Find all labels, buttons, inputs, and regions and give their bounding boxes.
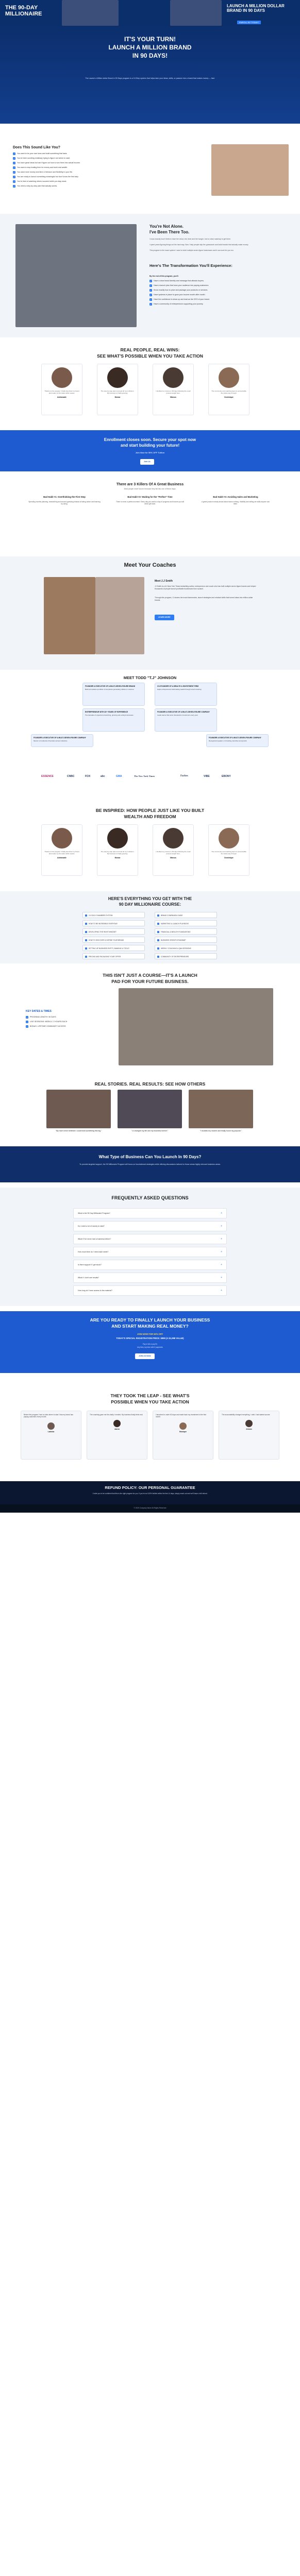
sounds-item: ✓ You want to stop trading time for money and build real wealth. [13, 166, 68, 169]
avatar [107, 828, 128, 849]
launchpad-title-2: PAD FOR YOUR FUTURE BUSINESS. [111, 979, 189, 984]
key-date: • PROGRAM LENGTH: 90 DAYS [26, 1016, 56, 1019]
transformation-item: ✓ Have a launch plan that turns your audience into paying customers. [149, 284, 209, 287]
highlight-card: FOUNDER & EXECUTIVE OF A MULTI-SEVEN-FIGURE COMPANY Mentor to hundreds of founders across industries. [31, 734, 93, 747]
stories-section [0, 1079, 300, 1139]
story-quote: "I doubled my income and finally found my purpose." [199, 1130, 242, 1132]
course-item: PRICING AND PACKAGING YOUR OFFER [82, 953, 145, 959]
plus-icon: + [221, 1225, 222, 1228]
sounds-title: Does This Sound Like You? [13, 146, 60, 149]
ready-offer: JOIN NOW FOR 50% OFF [137, 1333, 163, 1335]
calendar-icon: • [26, 1021, 28, 1023]
ready-title-1: ARE YOU READY TO FINALLY LAUNCH YOUR BUSINESS [90, 1317, 210, 1323]
notalone-p3: This program is the exact system I used to build multiple seven-figure businesses and it can work for you too. [149, 249, 234, 251]
todd-section [0, 672, 300, 747]
check-icon [157, 956, 159, 958]
faq-item[interactable]: Is there support if I get stuck? + [73, 1260, 227, 1270]
check-icon [85, 914, 87, 917]
ready-small-2: Any fees, top tutor with 3 payments [137, 1346, 163, 1348]
business-type-section [0, 1146, 300, 1182]
check-icon: ✓ [13, 152, 15, 155]
check-icon [85, 956, 87, 958]
hero-badge-left: THE 90-DAY MILLIONAIRE [5, 5, 42, 17]
plus-icon: + [221, 1289, 222, 1292]
course-item: FINANCIAL & WEALTH FOUNDATIONS [155, 928, 217, 935]
killers-title: There are 3 Killers Of A Great Business [116, 483, 184, 486]
faq-item[interactable]: What if I've never had a business before? + [73, 1234, 227, 1244]
highlight-card: CO-FOUNDER OF A WEALTH & INVESTMENT FIRM Helps entrepreneurs build lasting wealth through smart investing. [155, 683, 217, 706]
plus-icon: + [221, 1263, 222, 1266]
course-item: DEVELOPING THE RIGHT MINDSET [82, 928, 145, 935]
plus-icon: + [221, 1212, 222, 1215]
coach-stage-photo-1 [44, 577, 95, 654]
leap-card: I launched in under 60 days and made back my investment in the first month. Monique [153, 1411, 213, 1460]
check-icon [85, 947, 87, 950]
inspired-section [0, 804, 300, 881]
refund-section [0, 1481, 300, 1504]
course-item: MARKETING & LAUNCH PLAYBOOK [155, 920, 217, 926]
hero-section [0, 0, 300, 124]
key-date: • LIVE SESSIONS: WEEKLY, 2 HOURS EACH [26, 1021, 68, 1023]
story-quote: "My mom never believed I could build something this big." [55, 1130, 102, 1132]
enroll-section [0, 430, 300, 471]
sounds-list [13, 152, 173, 190]
testimonial-card: The step-by-step plan removed all my confusion. My business is finally growing. Monae [97, 824, 138, 876]
course-title-2: 90 DAY MILLIONAIRE COURSE: [119, 902, 181, 907]
check-icon: ✓ [149, 303, 152, 306]
avatar [113, 1420, 121, 1427]
leap-title-2: POSSIBLE WHEN YOU TAKE ACTION [111, 1399, 189, 1404]
avatar [219, 367, 239, 388]
sounds-item: ✓ You have great ideas but can't figure out how to turn them into actual income. [13, 162, 80, 164]
transformation-item: ✓ Have systems in place to grow your income month after month. [149, 294, 206, 296]
course-item: 10 GOLD CHAMBERS SYSTEM [82, 912, 145, 918]
faq-item[interactable]: What if I don't see results? + [73, 1273, 227, 1283]
transformation-title: Here's The Transformation You'll Experience: [149, 263, 232, 268]
footer-text: © 2025 Company Name All Rights Reserved [134, 1507, 166, 1509]
course-item: HOW TO BE INCREDIBLE EVERYDAY [82, 920, 145, 926]
check-icon [85, 939, 87, 941]
leap-section [0, 1391, 300, 1468]
check-icon: ✓ [13, 176, 15, 178]
hero-photo-left [62, 0, 119, 26]
story-quote: "JJ changed my life and my business forever." [131, 1130, 169, 1132]
hero-title-3: IN 90 DAYS! [132, 52, 168, 59]
story-video[interactable] [46, 1090, 111, 1128]
key-dates-title: KEY DATES & TIMES [26, 1010, 52, 1013]
avatar [107, 367, 128, 388]
testimonial-card: Thanks to this program I finally launched my brand and made my first sales within weeks. Adebowale [41, 824, 82, 876]
avatar [163, 367, 184, 388]
press-logo: VIBE [204, 775, 210, 778]
course-item: BRAND COMPANION GUIDE [155, 912, 217, 918]
plus-icon: + [221, 1238, 222, 1241]
transformation-item: ✓ Have the confidence to show up and lead as the CEO of your brand. [149, 298, 210, 301]
coaches-title: Meet Your Coaches [124, 562, 176, 568]
check-icon [157, 939, 159, 941]
killer-col: Bad Habit #2: Waiting for the "Perfect" Time There is never a perfect moment. Every day you wait is a day of progress and income you will never get back. [116, 496, 184, 505]
testimonial-card: The community and coaching kept me accountable the whole way through. Dominique [208, 824, 249, 876]
story-video[interactable] [189, 1090, 253, 1128]
sounds-item: ✓ You want more money and time & freedom and flexibility in your life. [13, 171, 73, 174]
faq-item[interactable]: How long do I have access to the material? + [73, 1285, 227, 1296]
faq-item[interactable]: What is the 90 Day Millionaire Program? + [73, 1208, 227, 1218]
stories-title: REAL STORIES. REAL RESULTS: SEE HOW OTHERS [94, 1081, 206, 1087]
notalone-p1: I know exactly how it feels to have the vision, the drive and the hunger, but no clear roadmap to get there. [149, 238, 231, 240]
course-item: COMMUNITY OF ENTREPRENEURS [155, 953, 217, 959]
learn-more-button[interactable]: LEARN MORE [155, 615, 174, 620]
coach-bio-2: Through this program, JJ shares the exact frameworks, launch strategies and mindset shifts that turned ideas into million-dollar brands. [155, 597, 253, 601]
press-logo: FOX [85, 775, 91, 778]
key-date: • BONUS: LIFETIME COMMUNITY ACCESS [26, 1025, 66, 1028]
transformation-sub: By the end of this program, you'll: [149, 275, 179, 277]
killer-col: Bad Habit #3: Avoiding Sales and Marketing A great product nobody knows about earns nothing. Visibility and selling are skills anyone can learn. [202, 496, 270, 505]
check-icon: ✓ [149, 294, 152, 296]
real-wins-section [0, 345, 300, 422]
course-title-1: HERE'S EVERYTHING YOU GET WITH THE [108, 896, 192, 901]
sounds-item: ✓ You need a step-by-step plan that actually works. [13, 185, 58, 188]
leap-card: Before this program I had no idea where to start. Now my brand has paying customers every month. Lakisha [21, 1411, 81, 1460]
avatar [47, 1422, 55, 1430]
sounds-item: ✓ You've been scrolling endlessly trying to figure out where to start. [13, 157, 71, 160]
testimonial-card: The step-by-step plan removed all my confusion. My business is finally growing. Monae [97, 364, 138, 415]
avatar [163, 828, 184, 849]
refund-body: I invite you to be confident that this is the right program for you. If you're not 100% thrilled within the first 14 days, simply reach out and we'll issue a full refund. [92, 1493, 208, 1495]
course-item: SETTING UP BUSINESS ENTITY, BANKING & TOOLS [82, 945, 145, 951]
check-icon [157, 947, 159, 950]
check-icon [157, 923, 159, 925]
inspired-title-1: BE INSPIRED: HOW PEOPLE JUST LIKE YOU BUILT [95, 808, 205, 813]
highlight-card: FOUNDER & EXECUTIVE OF A MULTI-SEVEN-FIGURE COMPANY Leads teams that serve thousands of customers every year. [155, 708, 217, 732]
business-type-sub: To provide targeted support, the 90 Millionaire Program will focus on foundational strategies while offering discussions tailored to those areas highly relevant business areas. [79, 1163, 221, 1165]
faq-title: FREQUENTLY ASKED QUESTIONS [111, 1195, 189, 1200]
leap-title-1: THEY TOOK THE LEAP - SEE WHAT'S [110, 1393, 190, 1398]
coaches-photo [119, 988, 273, 1065]
hero-title-1: IT'S YOUR TURN! [124, 36, 176, 43]
avatar [219, 828, 239, 849]
ready-section [0, 1311, 300, 1373]
check-icon: ✓ [13, 162, 15, 164]
inspired-title-2: WEALTH AND FREEDOM [124, 814, 176, 819]
testimonial-card: The community and coaching kept me accountable the whole way through. Dominique [208, 364, 249, 415]
check-icon: ✓ [149, 284, 152, 287]
notalone-title-1: You're Not Alone. [149, 224, 184, 229]
refund-title: REFUND POLICY: OUR PERSONAL GUARANTEE [105, 1485, 195, 1490]
testimonial-card: I doubled my income in 90 days following the exact process taught here. Marcus [153, 364, 194, 415]
faq-item[interactable]: Do I need a lot of money to start? + [73, 1221, 227, 1231]
enroll-sub: Join Now for 50% OFF Tuition [135, 451, 165, 454]
ready-price: TODAY'S SPECIAL REGISTRATION PRICE: $999 (A $1,998 VALUE) [116, 1337, 184, 1340]
check-icon [85, 923, 87, 925]
check-icon: ✓ [13, 157, 15, 160]
leap-card: The accountability changed everything. I wish I had started sooner. Jerome [219, 1411, 279, 1460]
coach-name: Meet J.J Smith [155, 580, 173, 583]
calendar-icon: • [26, 1025, 28, 1028]
transformation-item: ✓ Have a community of entrepreneurs supporting your journey. [149, 303, 204, 306]
notalone-section [0, 214, 300, 337]
press-logo: Forbes [180, 775, 188, 777]
enroll-button[interactable]: Join Us [140, 459, 154, 465]
press-logo: GMA [116, 775, 122, 778]
hero-title-2: LAUNCH A MILLION BRAND [108, 44, 192, 51]
enroll-title-2: and start building your future! [120, 443, 180, 448]
avatar [52, 367, 72, 388]
transformation-item: ✓ Know exactly how to price and package your products or services. [149, 289, 208, 292]
press-logo: abc [101, 775, 105, 778]
check-icon: ✓ [13, 171, 15, 174]
check-icon [85, 931, 87, 933]
hero-badge-right-sub: ENROLL BY TODAY! [237, 21, 261, 24]
check-icon: ✓ [149, 289, 152, 292]
leap-card: The coaching gave me the clarity I needed. My business finally feels real. Aaron [87, 1411, 147, 1460]
check-icon: ✓ [149, 280, 152, 282]
check-icon [157, 931, 159, 933]
plus-icon: + [221, 1276, 222, 1279]
avatar [245, 1420, 253, 1427]
faq-item[interactable]: How much time do I need each week? + [73, 1247, 227, 1257]
testimonial-card: Thanks to this program I finally launched my brand and made my first sales within weeks. Adebowale [41, 364, 82, 415]
check-icon: ✓ [13, 180, 15, 183]
press-logo: ESSENCE [41, 775, 54, 778]
hero-photo-right [170, 0, 222, 26]
check-icon [157, 914, 159, 917]
avatar [179, 1422, 187, 1430]
killers-sub: Most people never launch because they fall into one of these traps. [124, 488, 176, 490]
launchpad-section [0, 969, 300, 1072]
highlight-card: FOUNDER & EXECUTIVE OF A MULTI-SEVEN-FIGURE COMPANY Recognized speaker on branding, launches and growth. [206, 734, 269, 747]
sounds-item: ✓ You are ready to launch something meaningful but don't know the first step. [13, 176, 79, 178]
sounds-section [0, 144, 300, 201]
plus-icon: + [221, 1250, 222, 1253]
real-wins-title-1: REAL PEOPLE, REAL WINS: [120, 347, 180, 352]
footer [0, 1504, 300, 1513]
highlight-card: FOUNDER & EXECUTIVE OF A MULTI-SEVEN-FIGURE BRAND Built and scaled a portfolio of companies generating millions in revenue. [82, 683, 145, 706]
sounds-item: ✓ You want to be your own boss and build something that lasts. [13, 152, 68, 155]
course-item: HOW TO DISCOVER & DEFINE YOUR BRAND [82, 937, 145, 943]
enroll-title-1: Enrollment closes soon. Secure your spot now [104, 437, 196, 442]
check-icon: ✓ [13, 166, 15, 169]
todd-title: MEET TODD "T.J" JOHNSON [123, 675, 177, 680]
story-video[interactable] [118, 1090, 182, 1128]
check-icon: ✓ [149, 298, 152, 301]
transformation-list [149, 280, 284, 308]
avatar [52, 828, 72, 849]
press-logo: EBONY [222, 775, 231, 778]
real-wins-title-2: SEE WHAT'S POSSIBLE WHEN YOU TAKE ACTION [97, 353, 203, 359]
killer-col: Bad Habit #1: Overthinking the First Step Spending months planning, researching and second-guessing instead of taking action and learning by doing. [28, 496, 101, 505]
notalone-p2: I spent years figuring things out the hard way. Now I help people skip the guesswork and build brands that actually make money. [149, 244, 249, 246]
coach-bio: JJ Smith is a #1 New York Times bestselling author, entrepreneur and coach who has built multiple seven-figure brands and helped thousands of people launch profitable businesses from scratch. [155, 585, 256, 590]
coach-stage-photo-2 [95, 577, 144, 654]
check-icon: ✓ [13, 185, 15, 188]
killers-section [0, 479, 300, 541]
hero-banner [0, 0, 300, 26]
sounds-photo [211, 144, 289, 196]
ready-title-2: AND START MAKING REAL MONEY? [111, 1324, 189, 1329]
launchpad-title-1: THIS ISN'T JUST A COURSE—IT'S A LAUNCH [103, 973, 197, 978]
hero-subtitle: The Launch a Million dollar Brand in 90 Days program is a 10-Step system that helps take your ideas, skills, or passion into a brand that makes money — fast. [85, 77, 215, 79]
coach-car-photo [15, 224, 137, 327]
coaches-section [0, 556, 300, 670]
press-logo: CNBC [67, 775, 75, 778]
business-type-title: What Type of Business Can You Launch In 90 Days? [98, 1155, 202, 1159]
ready-small: Pay in full or pay $1 [143, 1343, 157, 1345]
press-logo: The New York Times [134, 775, 155, 777]
course-item: WEEKLY COACHING & Q&A SESSIONS [155, 945, 217, 951]
testimonial-card: I doubled my income in 90 days following the exact process taught here. Marcus [153, 824, 194, 876]
highlight-card: ENTREPRENEUR WITH 20+ YEARS OF EXPERIENCE Two decades of experience launching, growing and exiting businesses. [82, 708, 145, 732]
calendar-icon: • [26, 1016, 28, 1019]
course-section [0, 891, 300, 963]
transformation-item: ✓ Have a clear brand identity and message that attracts buyers. [149, 280, 204, 282]
hero-badge-right: LAUNCH A MILLION DOLLAR BRAND IN 90 DAYS [227, 4, 285, 13]
sounds-item: ✓ You're tired of watching others succeed while you stay stuck. [13, 180, 67, 183]
press-logos [0, 773, 300, 782]
notalone-title-2: I've Been There Too. [149, 230, 190, 234]
course-item: BUSINESS GROWTH ROADMAP [155, 937, 217, 943]
join-now-button[interactable]: JOIN US NOW [135, 1353, 155, 1359]
faq-section [0, 1188, 300, 1306]
